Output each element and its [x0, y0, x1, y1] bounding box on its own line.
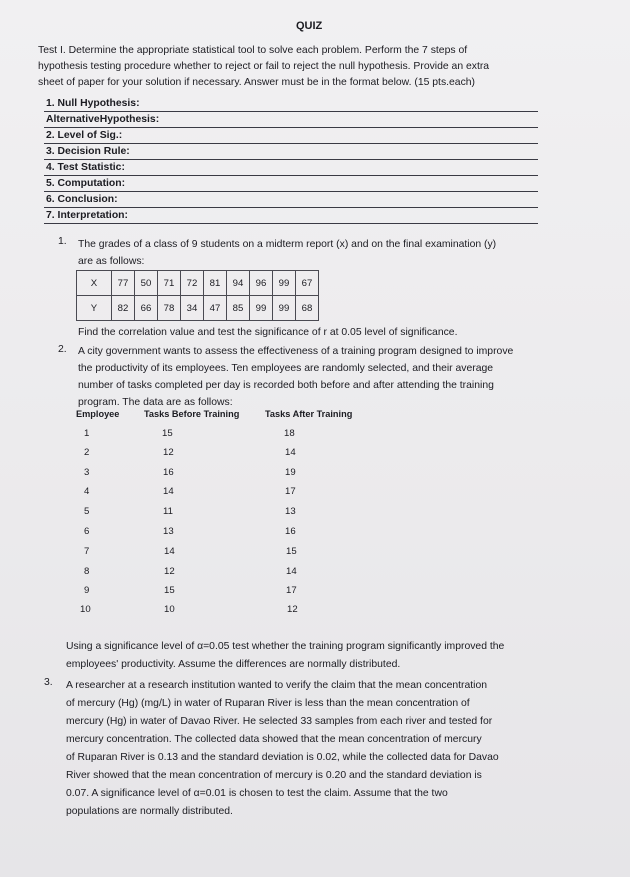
- step-test-statistic: 4. Test Statistic:: [44, 160, 538, 176]
- y-cell: 47: [204, 296, 227, 321]
- question-2-line: the productivity of its employees. Ten employees are randomly selected, and their average: [78, 363, 494, 374]
- question-1-line: The grades of a class of 9 students on a midterm report (x) and on the final examination (y): [78, 239, 497, 250]
- question-2-line: A city government wants to assess the effectiveness of a training program designed to improve: [78, 346, 514, 357]
- after-cell: 15: [286, 546, 297, 557]
- y-cell: 78: [158, 296, 181, 321]
- before-cell: 11: [163, 506, 173, 517]
- question-3-line: 0.07. A significance level of α=0.01 is chosen to test the claim. Assume that the two: [66, 788, 448, 799]
- y-cell: 68: [296, 296, 319, 321]
- before-cell: 12: [163, 447, 174, 458]
- after-cell: 14: [286, 566, 297, 577]
- page-title: QUIZ: [296, 20, 323, 32]
- y-label: Y: [77, 296, 112, 321]
- employee-cell: 7: [84, 546, 90, 557]
- after-cell: 14: [285, 447, 296, 458]
- step-interpretation: 7. Interpretation:: [44, 208, 538, 224]
- employee-cell: 9: [84, 585, 90, 596]
- employee-cell: 5: [84, 506, 90, 517]
- header-tasks-after: Tasks After Training: [265, 409, 353, 419]
- question-1-line: are as follows:: [78, 256, 145, 267]
- before-cell: 15: [162, 428, 173, 439]
- instruction-line-1: Test I. Determine the appropriate statistical tool to solve each problem. Perform the 7 steps of: [38, 45, 468, 56]
- question-3-line: mercury concentration. The collected data showed that the mean concentration of mercury: [66, 734, 482, 745]
- question-3-line: populations are normally distributed.: [66, 806, 233, 817]
- employee-cell: 3: [84, 467, 90, 478]
- before-cell: 15: [164, 585, 175, 596]
- after-cell: 16: [285, 526, 296, 537]
- question-2-line: program. The data are as follows:: [78, 397, 233, 408]
- before-cell: 14: [164, 546, 175, 557]
- question-3-number: 3.: [44, 677, 53, 688]
- question-2-number: 2.: [58, 344, 67, 355]
- instruction-line-3: sheet of paper for your solution if necessary. Answer must be in the format below. (15 pts.each): [38, 77, 476, 88]
- after-cell: 12: [287, 604, 298, 615]
- step-level-of-significance: 2. Level of Sig.:: [44, 128, 538, 144]
- x-cell: 99: [273, 271, 296, 296]
- step-alternative-hypothesis: AlternativeHypothesis:: [44, 112, 538, 128]
- x-label: X: [77, 271, 112, 296]
- y-cell: 99: [273, 296, 296, 321]
- header-employee: Employee: [76, 409, 120, 419]
- employee-cell: 4: [84, 486, 90, 497]
- question-1-number: 1.: [58, 236, 67, 247]
- after-cell: 18: [284, 428, 295, 439]
- x-cell: 72: [181, 271, 204, 296]
- x-cell: 96: [250, 271, 273, 296]
- after-cell: 17: [285, 486, 296, 497]
- step-computation: 5. Computation:: [44, 176, 538, 192]
- question-2-closing-line: employees' productivity. Assume the differences are normally distributed.: [66, 658, 401, 670]
- x-cell: 71: [158, 271, 181, 296]
- employee-cell: 10: [80, 604, 91, 615]
- question-2-line: number of tasks completed per day is recorded both before and after attending the training: [78, 380, 494, 391]
- step-null-hypothesis: 1. Null Hypothesis:: [44, 96, 538, 112]
- y-cell: 34: [181, 296, 204, 321]
- y-cell: 85: [227, 296, 250, 321]
- x-cell: 67: [296, 271, 319, 296]
- before-cell: 10: [164, 604, 175, 615]
- x-cell: 81: [204, 271, 227, 296]
- employee-cell: 2: [84, 447, 90, 458]
- step-conclusion: 6. Conclusion:: [44, 192, 538, 208]
- before-cell: 16: [163, 467, 174, 478]
- step-decision-rule: 3. Decision Rule:: [44, 144, 538, 160]
- x-cell: 77: [112, 271, 135, 296]
- y-cell: 82: [112, 296, 135, 321]
- question-3-line: of Ruparan River is 0.13 and the standard deviation is 0.02, while the collected data for Davao: [66, 752, 499, 763]
- grades-table: [76, 270, 319, 321]
- employee-cell: 8: [84, 566, 90, 577]
- question-3-line: mercury (Hg) in water of Davao River. He selected 33 samples from each river and tested for: [66, 716, 493, 727]
- y-cell: 99: [250, 296, 273, 321]
- question-1-text: [78, 236, 558, 270]
- question-2-closing-line: Using a significance level of α=0.05 test whether the training program significantly improved the: [66, 641, 505, 652]
- x-row: [77, 271, 319, 296]
- header-tasks-before: Tasks Before Training: [144, 409, 240, 419]
- question-3-text: [66, 677, 571, 821]
- instruction-line-2: hypothesis testing procedure whether to reject or fail to reject the null hypothesis. Provide an extra: [38, 61, 490, 72]
- before-cell: 13: [163, 526, 174, 537]
- y-cell: 66: [135, 296, 158, 321]
- question-2-text: [78, 343, 560, 411]
- question-3-line: A researcher at a research institution wanted to verify the claim that the mean concentration: [66, 680, 488, 691]
- question-2-closing: [66, 638, 576, 673]
- employee-cell: 6: [84, 526, 90, 537]
- x-cell: 94: [227, 271, 250, 296]
- employee-cell: 1: [84, 428, 90, 439]
- question-1-find: Find the correlation value and test the significance of r at 0.05 level of significance.: [78, 327, 458, 338]
- after-cell: 19: [285, 467, 296, 478]
- y-row: [77, 296, 319, 321]
- question-3-line: River showed that the mean concentration of mercury is 0.20 and the standard deviation is: [66, 770, 482, 781]
- before-cell: 12: [164, 566, 175, 577]
- x-cell: 50: [135, 271, 158, 296]
- after-cell: 17: [286, 585, 297, 596]
- before-cell: 14: [163, 486, 174, 497]
- question-3-line: of mercury (Hg) (mg/L) in water of Ruparan River is less than the mean concentration of: [66, 698, 470, 709]
- after-cell: 13: [285, 506, 296, 517]
- answer-format-steps: [44, 96, 538, 224]
